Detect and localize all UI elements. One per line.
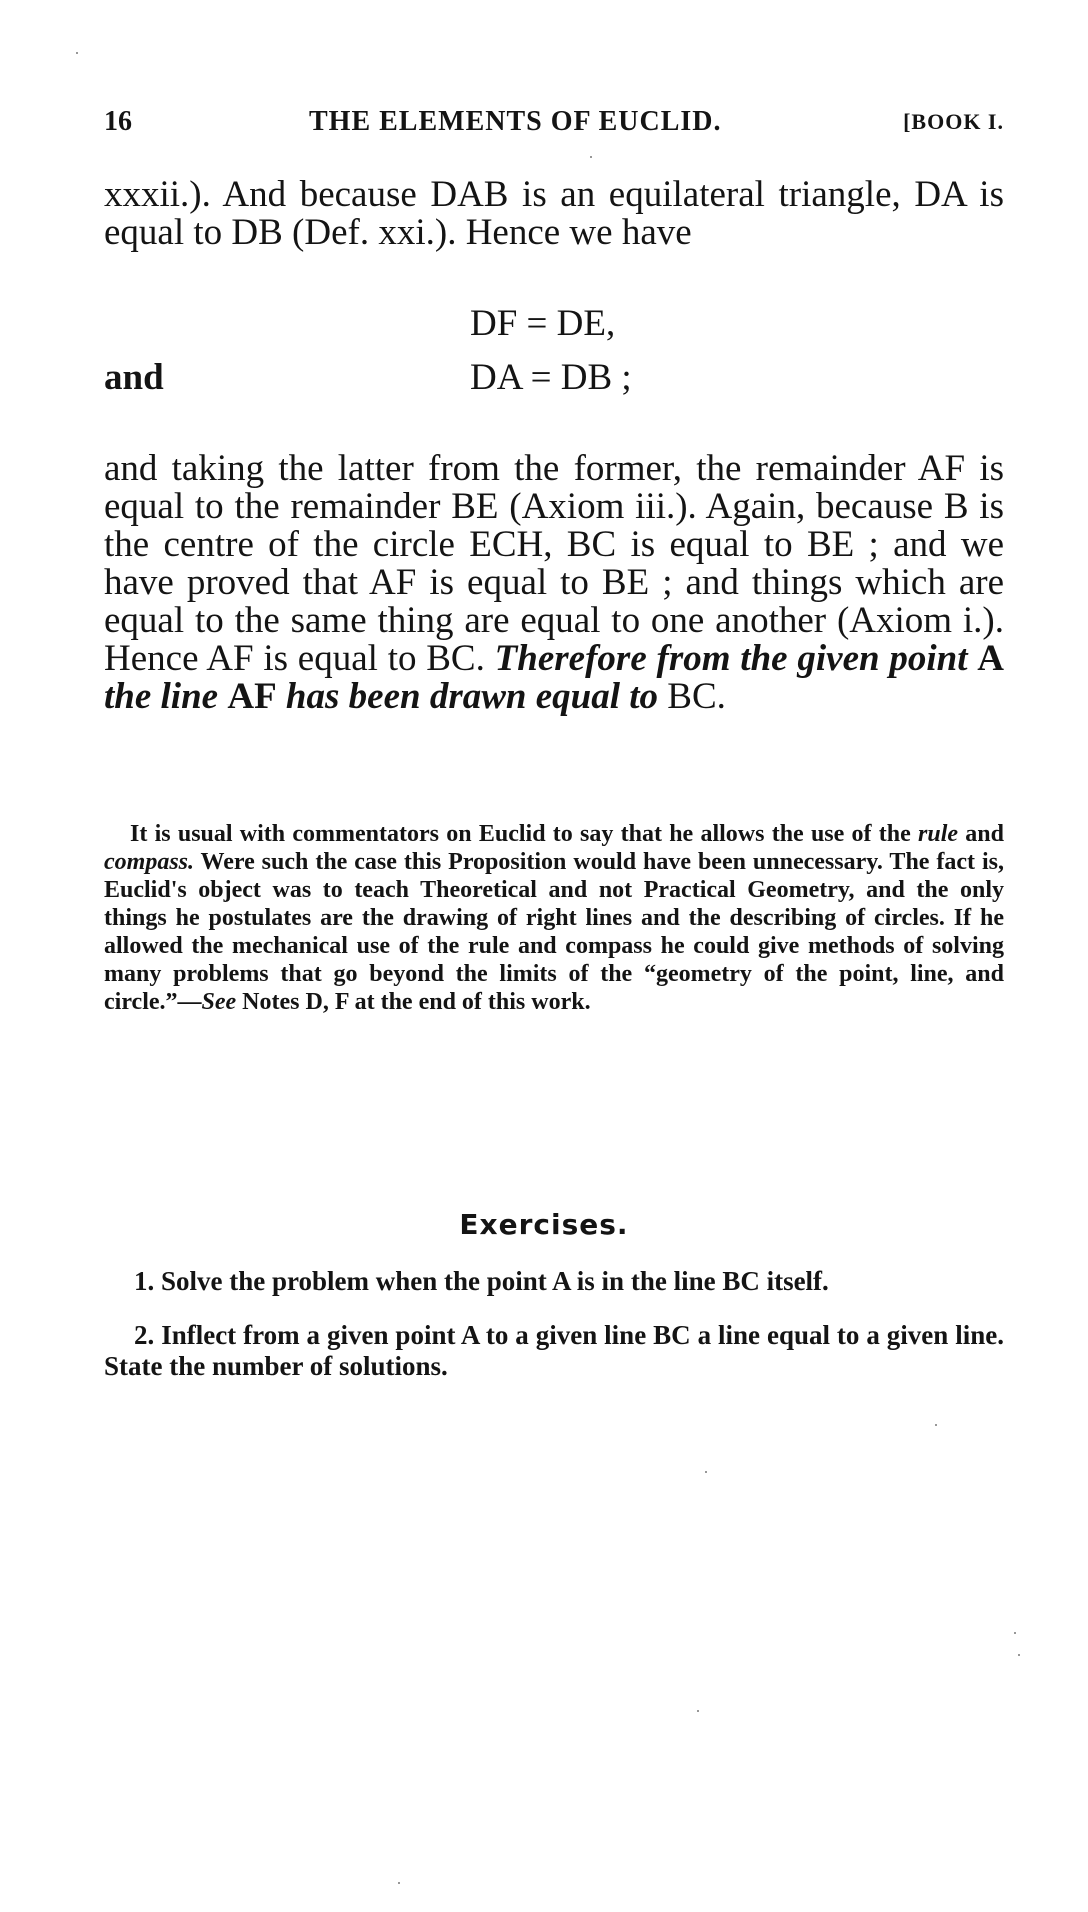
exercise-text: Solve the problem when the point A is in the line BC itself. <box>161 1266 829 1296</box>
exercise-text: Inflect from a given point A to a given line BC a line equal to a given line. State the number of solutions. <box>104 1320 1004 1381</box>
note-compass: compass. <box>104 849 194 875</box>
equation-line-1 <box>104 304 1004 344</box>
note-text-2: Were such the case this Proposition would have been unnecessary. The fact is, Euclid's object was to teach Theoretical and not Practical Geometry, and the only things he postulates are the drawing of right lines and the describing of circles. If he allowed the mechanical use of the rule and compass he could give methods of solving many problems that go beyond the limits of the “geometry of the point, line, and circle.”— <box>104 849 1004 1015</box>
scan-speck <box>705 1471 707 1473</box>
conclusion-point-a: A <box>977 638 1005 679</box>
equation-da-db: DA = DB ; <box>470 357 632 398</box>
equation-df-de: DF = DE, <box>470 303 616 344</box>
exercises-heading: Exercises. <box>459 1208 629 1241</box>
conclusion-text-3: has been drawn equal to <box>285 676 659 717</box>
note-text-1: It is usual with commentators on Euclid to say that he allows the use of the <box>130 821 911 847</box>
conclusion-text-1: Therefore from the given point <box>494 638 968 679</box>
conclusion-text-2: the line <box>104 676 219 717</box>
exercise-number: 1. <box>134 1266 155 1296</box>
running-header <box>104 102 1004 142</box>
scan-speck <box>1014 1632 1016 1634</box>
exercise-number: 2. <box>134 1320 155 1350</box>
commentary-note <box>104 820 1004 1016</box>
proof-text: and taking the latter from the former, the remainder AF is equal to the remainder BE (Axiom iii.). Again, because B is the centre of the circle ECH, BC is equal to BE ; and we have proved that AF is equal to BE ; and things which are equal to the same thing are equal to one another (Axiom i.). Hence AF is equal to BC. <box>104 448 1004 679</box>
scan-speck <box>935 1424 937 1426</box>
scan-speck <box>697 1710 699 1712</box>
scan-speck <box>398 1882 400 1884</box>
exercise-item <box>104 1320 1004 1382</box>
exercise-item <box>104 1266 1004 1297</box>
conclusion-line-af: AF <box>227 676 277 717</box>
book-label: [BOOK I. <box>903 109 1004 134</box>
equation-line-2 <box>104 358 1004 398</box>
conclusion-line-bc: BC. <box>667 676 726 717</box>
note-and: and <box>965 821 1004 847</box>
note-rule: rule <box>918 821 959 847</box>
scan-speck <box>1018 1654 1020 1656</box>
paragraph-proof <box>104 450 1004 716</box>
scan-speck <box>76 52 78 54</box>
paragraph-continuation: xxxii.). And because DAB is an equilateral triangle, DA is equal to DB (Def. xxi.). Hence we have <box>104 174 1004 253</box>
note-text-3: Notes D, F at the end of this work. <box>242 989 591 1015</box>
and-label: and <box>104 357 164 398</box>
running-title: THE ELEMENTS OF EUCLID. <box>309 106 722 137</box>
page-number: 16 <box>104 106 132 137</box>
note-see: See <box>201 989 237 1015</box>
scan-speck <box>590 156 592 158</box>
